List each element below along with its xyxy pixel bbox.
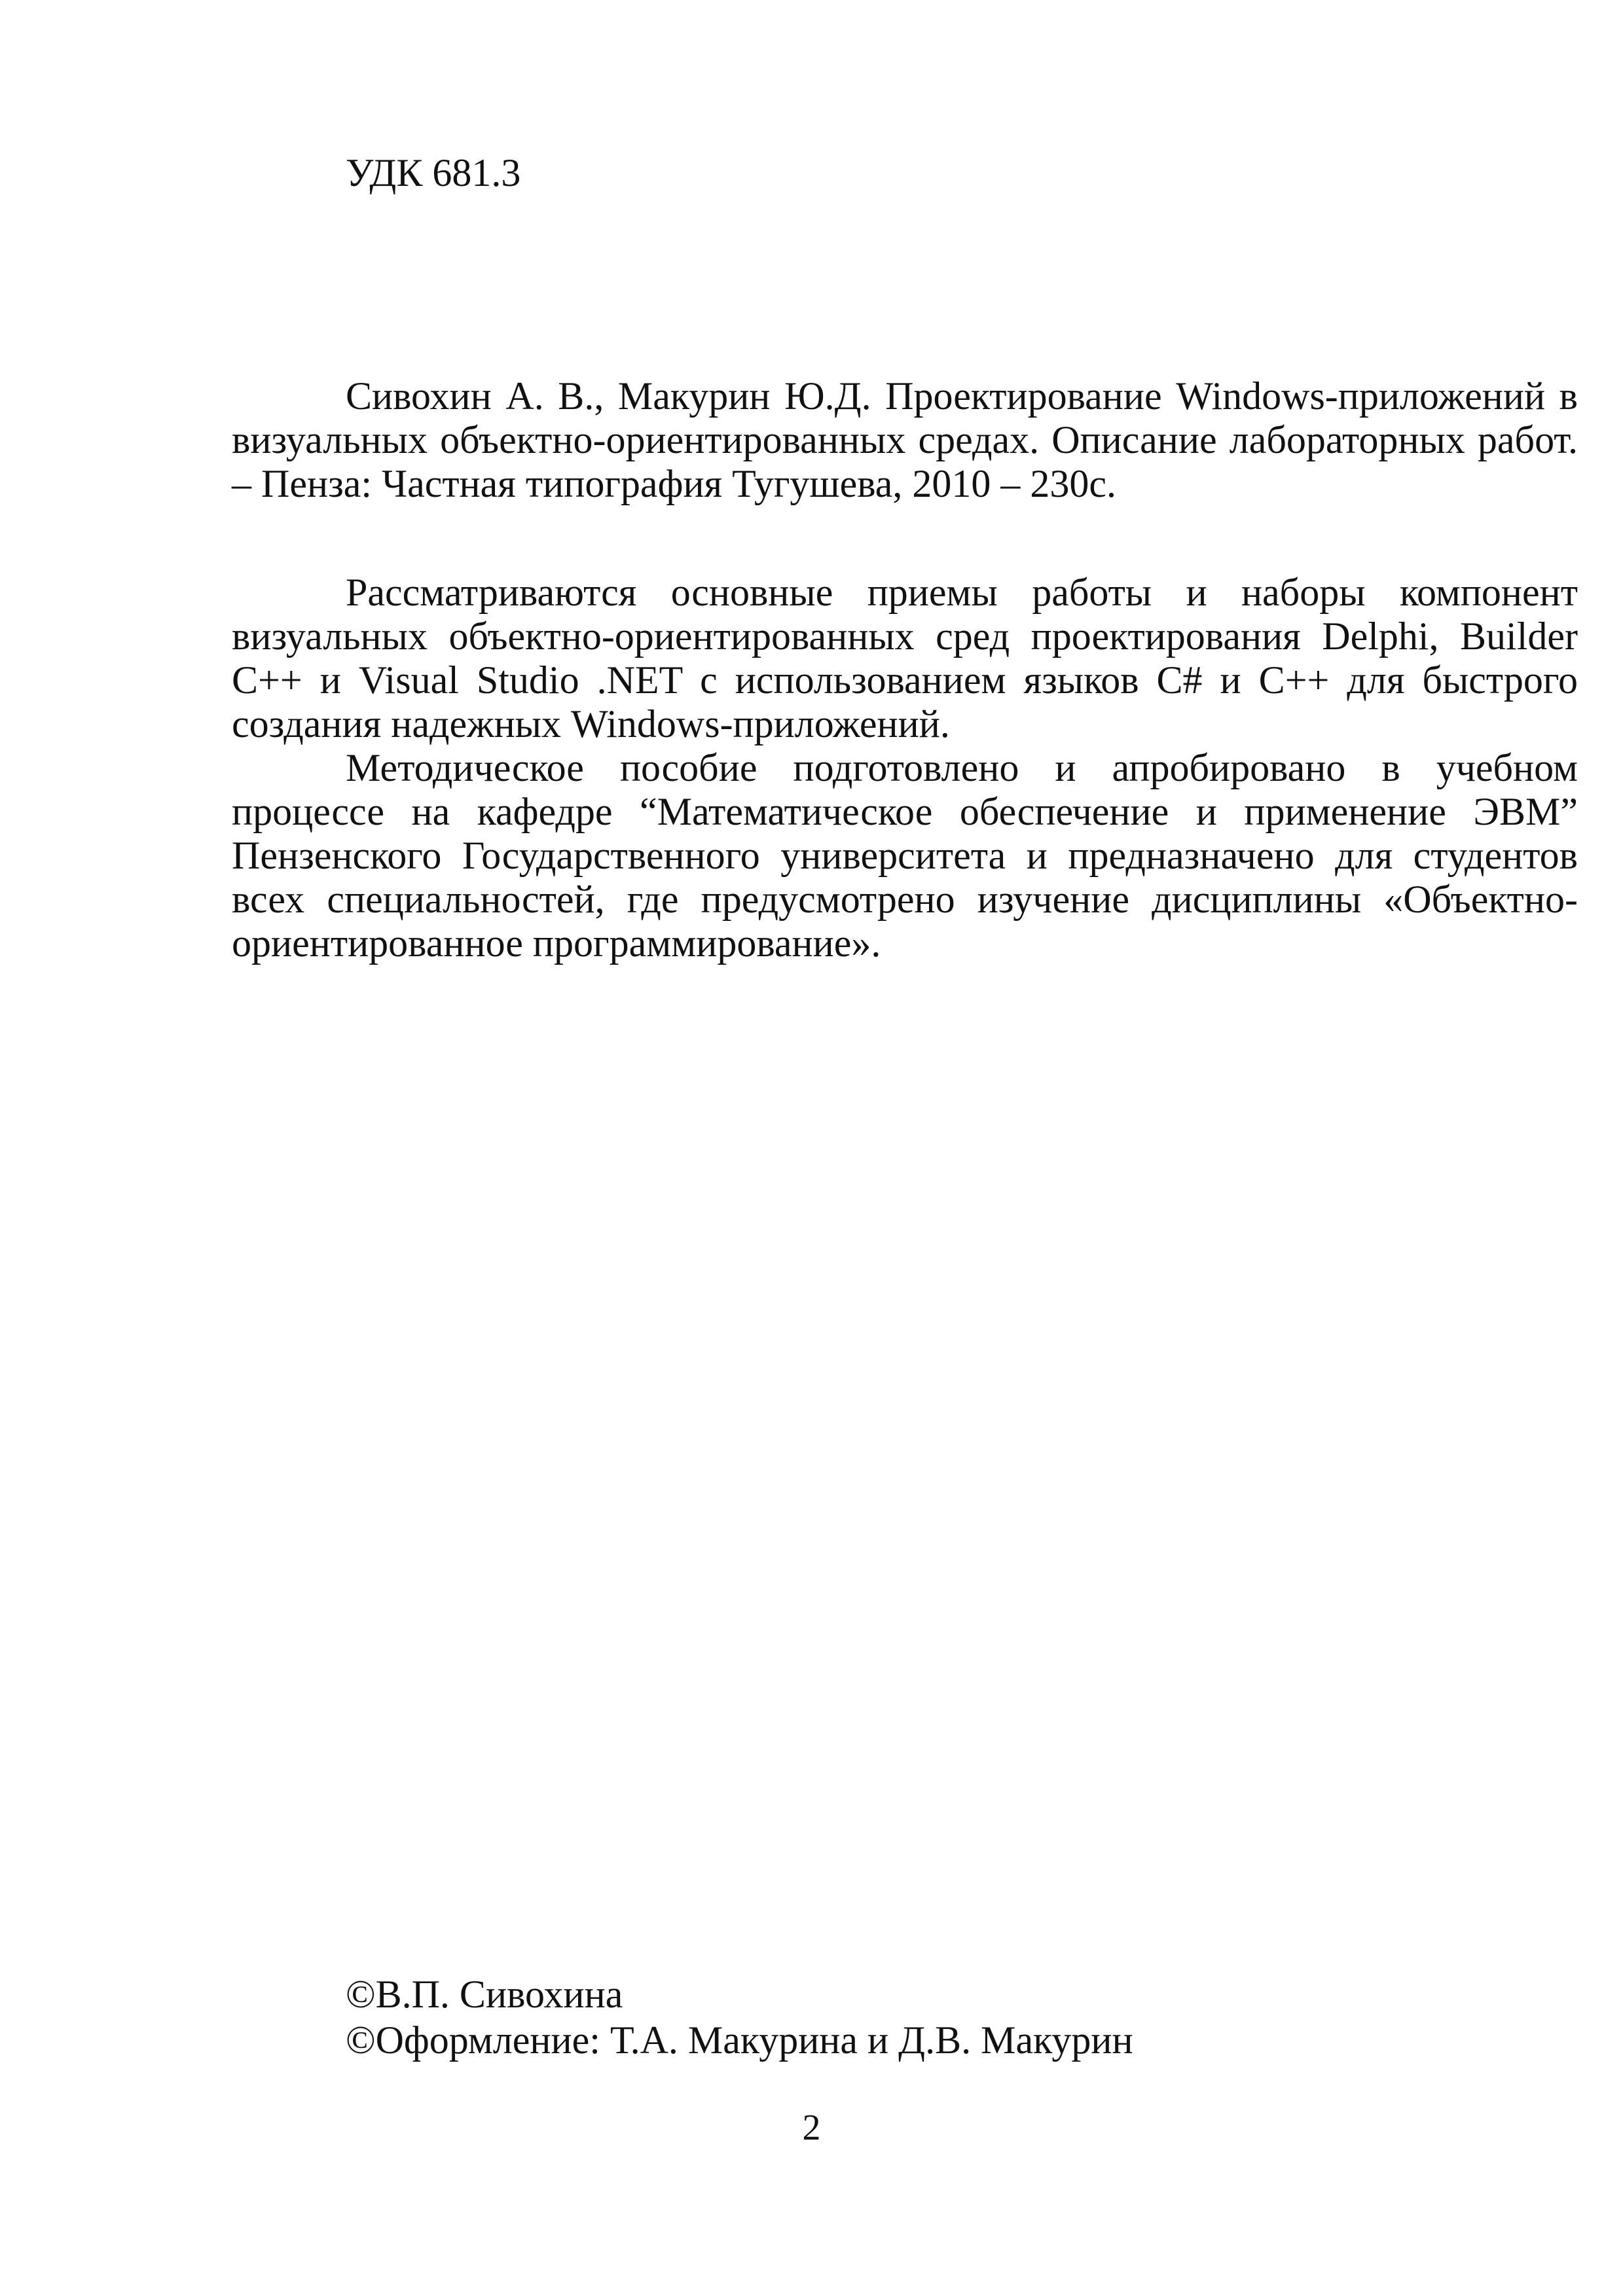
udk-code: УДК 681.3 xyxy=(346,151,521,194)
citation-paragraph: Сивохин А. В., Макурин Ю.Д. Проектирование Windows-приложений в визуальных объектно-ориентированных средах. Описание лабораторных работ. – Пенза: Частная типография Тугушева, 2010 – 230с. xyxy=(232,374,1578,505)
page-number: 2 xyxy=(802,2108,821,2148)
abstract-paragraph-2: Методическое пособие подготовлено и апробировано в учебном процессе на кафедре “Математическое обеспечение и применение ЭВМ” Пензенского Государственного университета и предназначено для студентов всех специальностей, где предусмотрено изучение дисциплины «Объектно-ориентированное программирование». xyxy=(232,746,1578,965)
copyright-block xyxy=(346,1971,1133,2063)
bibliographic-citation xyxy=(232,374,1578,506)
abstract-paragraph-1: Рассматриваются основные приемы работы и наборы компонент визуальных объектно-ориентированных сред проектирования Delphi, Builder C++ и Visual Studio .NET с использованием языков C# и C++ для быстрого создания надежных Windows-приложений. xyxy=(232,571,1578,745)
abstract xyxy=(232,571,1578,965)
copyright-line-1: ©В.П. Сивохина xyxy=(346,1973,623,2016)
copyright-line-2: ©Оформление: Т.А. Макурина и Д.В. Макурин xyxy=(346,2018,1133,2062)
